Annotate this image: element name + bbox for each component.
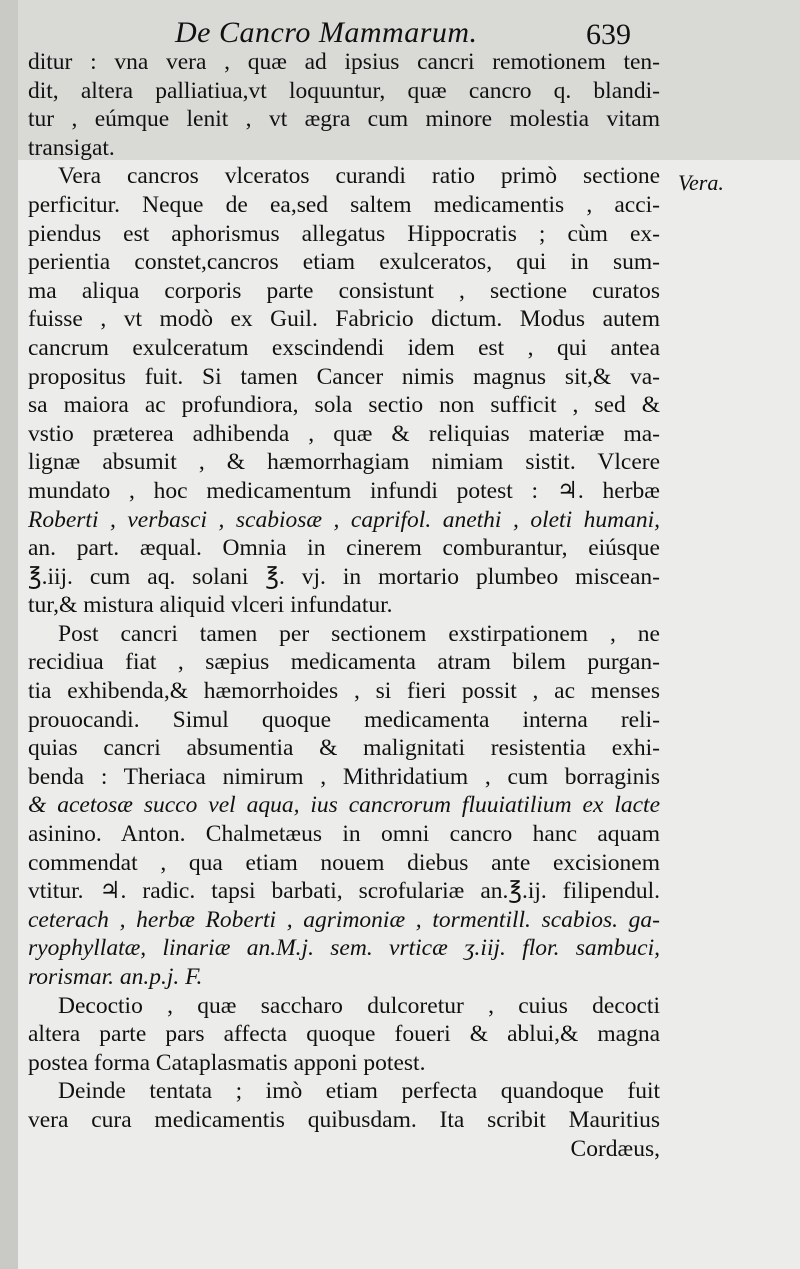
text-line: lignæ absumit , & hæmorrhagiam nimiam sistit. Vlcere — [28, 449, 660, 476]
text-line: ryophyllatæ, linariæ an.M.j. sem. vrticæ ʒ.iij. flor. sambuci, — [28, 935, 660, 962]
text-line: & acetosæ succo vel aqua, ius cancrorum fluuiatilium ex lacte — [28, 792, 660, 819]
text-line: Post cancri tamen per sectionem exstirpationem , ne — [58, 620, 660, 647]
text-line: propositus fuit. Si tamen Cancer nimis magnus sit,& va- — [28, 363, 660, 390]
page-gutter-shadow — [0, 0, 18, 1269]
text-line: benda : Theriaca nimirum , Mithridatium , cum borraginis — [28, 763, 660, 790]
text-line: ditur : vna vera , quæ ad ipsius cancri remotionem ten- — [28, 49, 660, 75]
text-line: piendus est aphorismus allegatus Hippocratis ; cùm ex- — [28, 220, 660, 247]
text-line: vtitur. ♃. radic. tapsi barbati, scrofulariæ an.℥.ij. filipendul. — [28, 878, 660, 905]
text-line: sa maiora ac profundiora, sola sectio non sufficit , sed & — [28, 392, 660, 419]
text-line: ceterach , herbæ Roberti , agrimoniæ , tormentill. scabios. ga- — [28, 906, 660, 933]
text-line: vstio præterea adhibenda , quæ & reliquias materiæ ma- — [28, 420, 660, 447]
text-line: commendat , qua etiam nouem diebus ante excisionem — [28, 849, 660, 876]
text-line: recidiua fiat , sæpius medicamenta atram bilem purgan- — [28, 649, 660, 676]
text-line: dit, altera palliatiua,vt loquuntur, quæ cancro q. blandi- — [28, 77, 660, 104]
text-line: prouocandi. Simul quoque medicamenta interna reli- — [28, 706, 660, 733]
text-line: Decoctio , quæ saccharo dulcoretur , cuius decocti — [58, 992, 660, 1019]
text-line: cancrum exulceratum exscindendi idem est , qui antea — [28, 334, 660, 361]
text-line: fuisse , vt modò ex Guil. Fabricio dictum. Modus autem — [28, 306, 660, 333]
text-line: asinino. Anton. Chalmetæus in omni cancro hanc aquam — [28, 821, 660, 848]
text-line: rorismar. an.p.j. F. — [28, 964, 203, 990]
text-line: quias cancri absumentia & malignitati resistentia exhi- — [28, 735, 660, 762]
text-line: Roberti , verbasci , scabiosæ , caprifol. anethi , oleti humani, — [28, 506, 660, 533]
text-line: mundato , hoc medicamentum infundi potest : ♃. herbæ — [28, 477, 660, 504]
text-line: perientia constet,cancros etiam exulceratos, qui in sum- — [28, 249, 660, 276]
text-line: Vera cancros vlceratos curandi ratio primò sectione — [58, 163, 660, 190]
text-line: Deinde tentata ; imò etiam perfecta quandoque fuit — [58, 1078, 660, 1105]
text-line: ℥.iij. cum aq. solani ℥. vj. in mortario plumbeo miscean- — [28, 563, 660, 590]
text-line: ma aliqua corporis parte consistunt , sectione curatos — [28, 277, 660, 304]
text-line: tia exhibenda,& hæmorrhoides , si fieri possit , ac menses — [28, 678, 660, 705]
text-line: tur,& mistura aliquid vlceri infundatur. — [28, 592, 393, 619]
page-number: 639 — [586, 18, 631, 51]
text-line: transigat. — [28, 134, 115, 161]
text-line: postea forma Cataplasmatis apponi potest. — [28, 1049, 426, 1076]
text-line: an. part. æqual. Omnia in cinerem comburantur, eiúsque — [28, 535, 660, 562]
running-title: De Cancro Mammarum. — [175, 16, 478, 49]
text-line: altera parte pars affecta quoque foueri & ablui,& magna — [28, 1021, 660, 1048]
text-line: vera cura medicamentis quibusdam. Ita scribit Mauritius — [28, 1106, 660, 1133]
text-line: Cordæus, — [570, 1135, 660, 1162]
text-line: perficitur. Neque de ea,sed saltem medicamentis , acci- — [28, 191, 660, 218]
text-line: tur , eúmque lenit , vt ægra cum minore molestia vitam — [28, 106, 660, 133]
margin-note: Vera. — [678, 170, 724, 195]
body-text — [28, 48, 660, 1163]
